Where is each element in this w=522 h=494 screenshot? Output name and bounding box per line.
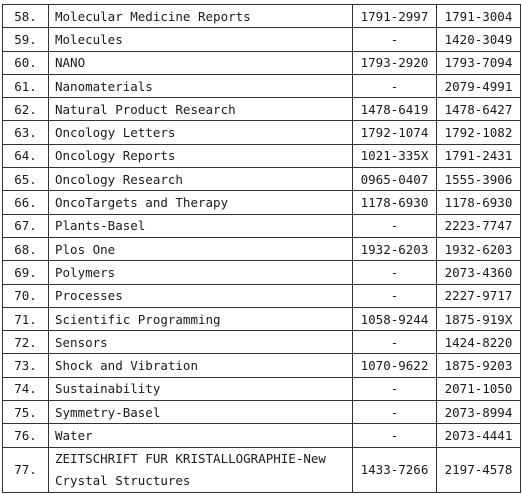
table-row [3,237,521,260]
online-issn: 1791-3004 [437,5,521,28]
online-issn: 1791-2431 [437,144,521,167]
print-issn: 0965-0407 [353,168,437,191]
journal-name: Nanomaterials [49,74,353,97]
online-issn: 1875-919X [437,307,521,330]
journal-name: Shock and Vibration [49,354,353,377]
print-issn: - [353,331,437,354]
journal-name: Oncology Letters [49,121,353,144]
print-issn: 1058-9244 [353,307,437,330]
table-row [3,191,521,214]
row-number: 62. [3,98,49,121]
table-row [3,331,521,354]
print-issn: - [353,401,437,424]
row-number: 68. [3,237,49,260]
online-issn: 2197-4578 [437,447,521,492]
online-issn: 1875-9203 [437,354,521,377]
online-issn: 1793-7094 [437,51,521,74]
table-row [3,307,521,330]
row-number: 65. [3,168,49,191]
print-issn: 1793-2920 [353,51,437,74]
row-number: 75. [3,401,49,424]
print-issn: 1792-1074 [353,121,437,144]
row-number: 66. [3,191,49,214]
online-issn: 2073-4360 [437,261,521,284]
online-issn: 1792-1082 [437,121,521,144]
table-row [3,5,521,28]
online-issn: 2227-9717 [437,284,521,307]
journal-name: Sensors [49,331,353,354]
table-row [3,214,521,237]
row-number: 72. [3,331,49,354]
row-number: 74. [3,377,49,400]
online-issn: 2073-8994 [437,401,521,424]
table-row [3,51,521,74]
online-issn: 2071-1050 [437,377,521,400]
table-row [3,121,521,144]
table-row [3,447,521,492]
row-number: 77. [3,447,49,492]
print-issn: - [353,28,437,51]
row-number: 76. [3,424,49,447]
journal-name: ZEITSCHRIFT FUR KRISTALLOGRAPHIE-New Crystal Structures [49,447,353,492]
row-number: 69. [3,261,49,284]
row-number: 67. [3,214,49,237]
print-issn: - [353,214,437,237]
row-number: 61. [3,74,49,97]
row-number: 73. [3,354,49,377]
print-issn: - [353,74,437,97]
table-row [3,354,521,377]
journal-name: Processes [49,284,353,307]
row-number: 71. [3,307,49,330]
table-row [3,98,521,121]
print-issn: 1070-9622 [353,354,437,377]
online-issn: 1478-6427 [437,98,521,121]
journal-name: Oncology Reports [49,144,353,167]
journal-name: Plants-Basel [49,214,353,237]
online-issn: 2223-7747 [437,214,521,237]
journal-table [2,4,521,493]
online-issn: 2073-4441 [437,424,521,447]
print-issn: 1791-2997 [353,5,437,28]
row-number: 58. [3,5,49,28]
journal-name: Sustainability [49,377,353,400]
print-issn: - [353,424,437,447]
row-number: 63. [3,121,49,144]
journal-name: Molecules [49,28,353,51]
print-issn: - [353,377,437,400]
print-issn: - [353,261,437,284]
journal-name: Scientific Programming [49,307,353,330]
print-issn: 1433-7266 [353,447,437,492]
online-issn: 1178-6930 [437,191,521,214]
row-number: 60. [3,51,49,74]
print-issn: 1021-335X [353,144,437,167]
journal-name: Water [49,424,353,447]
print-issn: - [353,284,437,307]
row-number: 64. [3,144,49,167]
print-issn: 1478-6419 [353,98,437,121]
print-issn: 1932-6203 [353,237,437,260]
online-issn: 2079-4991 [437,74,521,97]
journal-name: OncoTargets and Therapy [49,191,353,214]
table-row [3,144,521,167]
journal-name: Plos One [49,237,353,260]
table-row [3,377,521,400]
table-row [3,168,521,191]
journal-name: Symmetry-Basel [49,401,353,424]
table-row [3,424,521,447]
journal-name: Molecular Medicine Reports [49,5,353,28]
table-row [3,74,521,97]
table-row [3,261,521,284]
row-number: 70. [3,284,49,307]
row-number: 59. [3,28,49,51]
online-issn: 1420-3049 [437,28,521,51]
table-row [3,28,521,51]
online-issn: 1555-3906 [437,168,521,191]
journal-name: NANO [49,51,353,74]
print-issn: 1178-6930 [353,191,437,214]
online-issn: 1932-6203 [437,237,521,260]
table-row [3,401,521,424]
journal-name: Polymers [49,261,353,284]
journal-name: Natural Product Research [49,98,353,121]
online-issn: 1424-8220 [437,331,521,354]
table-row [3,284,521,307]
journal-name: Oncology Research [49,168,353,191]
